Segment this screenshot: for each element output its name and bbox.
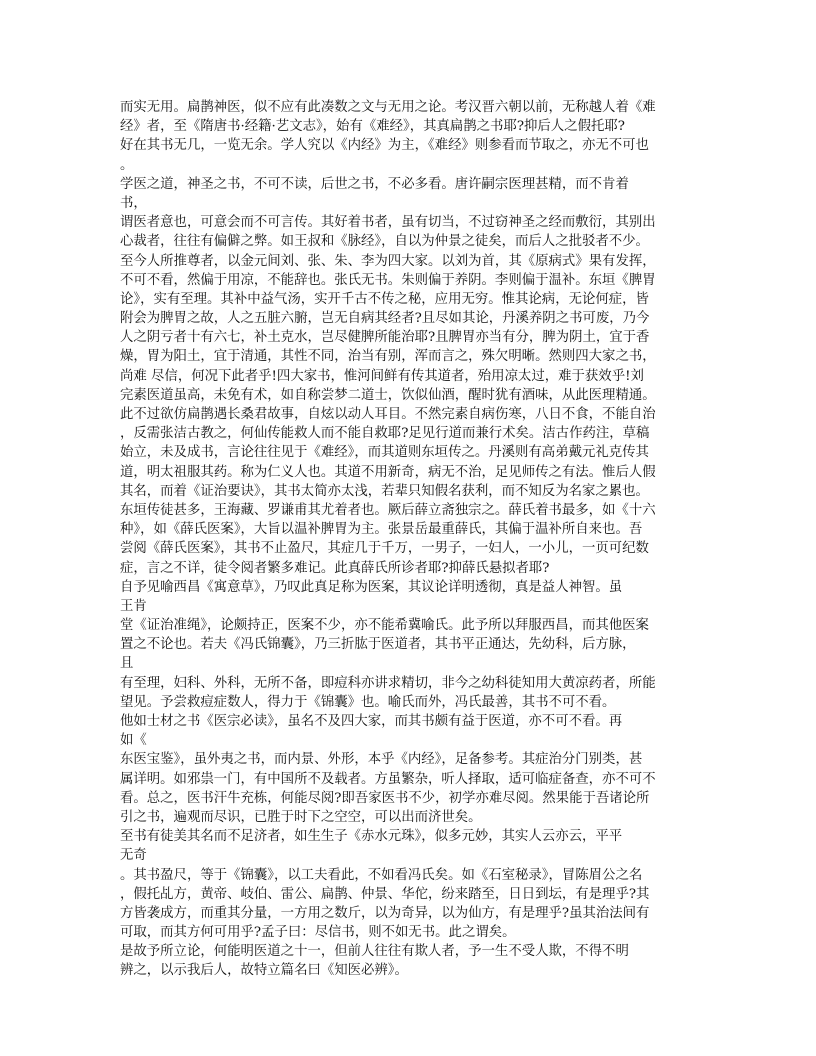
text-line: ，反需张洁古教之，何仙传能救人而不能自救耶?足见行道而兼行术矣。洁古作药注，草稿 bbox=[120, 426, 650, 442]
text-line: 望见。予尝救痘症数人，得力于《锦囊》也。喻氏而外，冯氏最善，其书不可不看。 bbox=[120, 694, 616, 710]
text-line: 尚难 尽信，何况下此者乎!四大家书，惟河间鲜有传其道者，殆用凉太过，难于获效乎!刘 bbox=[120, 368, 644, 384]
text-line: 有至理，妇科、外科，无所不备，即痘科亦讲求精切，非今之幼科徒知用大黄凉药者，所能 bbox=[120, 675, 656, 691]
text-line: 尝阅《薛氏医案》，其书不止盈尺，其症几于千万，一男子，一妇人，一小儿，一页可纪数 bbox=[120, 541, 649, 557]
text-line: 属详明。如邪祟一门，有中国所不及载者。方虽繁杂，听人择取，适可临症备查，亦不可不 bbox=[120, 771, 656, 787]
text-line: 。 bbox=[120, 157, 134, 173]
text-line: 经》者，至《隋唐书·经籍·艺文志》，始有《难经》，其真扁鹊之书耶?抑后人之假托耶? bbox=[120, 119, 625, 135]
text-line: 自予见喻西昌《寓意草》，乃叹此真足称为医案，其议论详明透彻，真是益人神智。虽 bbox=[120, 579, 623, 595]
text-line: 东医宝鉴》，虽外夷之书，而内景、外形，本乎《内经》，足备参考。其症治分门别类，甚 bbox=[120, 752, 643, 768]
text-line: 至书有徒美其名而不足济者，如生生子《赤水元珠》，似多元妙，其实人云亦云，平平 bbox=[120, 829, 623, 845]
text-line: 看。总之，医书汗牛充栋，何能尽阅?即吾家医书不少，初学亦难尽阅。然果能于吾诸论所 bbox=[120, 790, 650, 806]
text-line: 而实无用。扁鹊神医，似不应有此凑数之文与无用之论。考汉晋六朝以前，无称越人着《难 bbox=[120, 100, 656, 115]
text-line: 症，言之不详，徒令阅者繁多难记。此真薛氏所诊者耶?抑薛氏悬拟者耶? bbox=[120, 560, 550, 576]
text-line: 种》，如《薛氏医案》，大旨以温补脾胃为主。张景岳最重薛氏，其偏于温补所自来也。吾 bbox=[120, 522, 643, 538]
text-line: 王肯 bbox=[120, 598, 147, 614]
text-line: 谓医者意也，可意会而不可言传。其好着书者，虽有切当，不过窃神圣之经而敷衍，其别出 bbox=[120, 215, 656, 231]
text-line: 方皆袭成方，而重其分量，一方用之数斤，以为奇异，以为仙方，有是理乎?虽其治法间有 bbox=[120, 905, 650, 921]
text-line: 不可不看，然偏于用凉，不能辞也。张氏无书。朱则偏于养阴。李则偏于温补。东垣《脾胃 bbox=[120, 272, 656, 288]
text-line: 燥，胃为阳土，宜于清通，其性不同，治当有别，浑而言之，殊欠明晰。然则四大家之书， bbox=[120, 349, 656, 365]
document-body bbox=[120, 98, 702, 981]
text-line: 堂《证治准绳》，论颇持正，医案不少，亦不能希冀喻氏。此予所以拜服西昌，而其他医案 bbox=[120, 618, 649, 634]
text-line: 道，明太祖服其药。称为仁义人也。其道不用新奇，病无不治，足见师传之有法。惟后人假 bbox=[120, 464, 656, 480]
text-line: 无奇 bbox=[120, 848, 147, 864]
text-line: 如《 bbox=[120, 733, 147, 749]
text-line: 至今人所推尊者，以金元间刘、张、朱、李为四大家。以刘为首，其《原病式》果有发挥， bbox=[120, 253, 656, 269]
text-line: 置之不论也。若夫《冯氏锦囊》，乃三折肱于医道者，其书平正通达，先幼科，后方脉， bbox=[120, 637, 636, 653]
text-line: 他如士材之书《医宗必读》，虽名不及四大家，而其书颇有益于医道，亦不可不看。再 bbox=[120, 714, 623, 729]
text-line: 其名，而着《证治要诀》，其书太简亦太浅，若辈只知假名获利，而不知反为名家之累也。 bbox=[120, 483, 649, 499]
text-line: ，假托乩方，黄帝、岐伯、雷公、扁鹊、仲景、华佗，纷来踏至，日日到坛，有是理乎?其 bbox=[120, 886, 650, 902]
text-line: 且 bbox=[120, 656, 134, 672]
text-line: 完素医道虽高，未免有术，如自称尝梦二道士，饮似仙酒，醒时犹有酒味，从此医理精通。 bbox=[120, 387, 656, 403]
text-line: 心裁者，往往有偏僻之弊。如王叔和《脉经》，自以为仲景之徒矣，而后人之批驳者不少。 bbox=[120, 234, 649, 250]
text-line: 东垣传徒甚多，王海藏、罗谦甫其尤着者也。厥后薛立斋独宗之。薛氏着书最多，如《十六 bbox=[120, 502, 656, 518]
text-line: 。其书盈尺，等于《锦囊》，以工夫看此，不如看冯氏矣。如《石室秘录》，冒陈眉公之名 bbox=[120, 867, 643, 883]
text-line: 书， bbox=[120, 195, 147, 211]
text-line: 论》，实有至理。其补中益气汤，实开千古不传之秘，应用无穷。惟其论病，无论何症，皆 bbox=[120, 291, 649, 307]
text-line: 可取，而其方何可用乎?孟子曰：尽信书，则不如无书。此之谓矣。 bbox=[120, 925, 516, 941]
text-line: 始立，未及成书，言论往往见于《难经》，而其道则东垣传之。丹溪则有高弟戴元礼克传其 bbox=[120, 445, 649, 461]
text-line: 辨之，以示我后人，故特立篇名曰《知医必辨》。 bbox=[120, 963, 408, 979]
text-line: 学医之道，神圣之书，不可不读，后世之书，不必多看。唐许嗣宗医理甚精，而不肯着 bbox=[120, 176, 629, 192]
text-line: 引之书，遍观而尽识，已胜于时下之空空，可以出而济世矣。 bbox=[120, 809, 482, 825]
text-line: 好在其书无几，一览无余。学人究以《内经》为主，《难经》则参看而节取之，亦无不可也 bbox=[120, 138, 649, 154]
text-line: 人之阴亏者十有六七，补土克水，岂尽健脾所能治耶?且脾胃亦当有分，脾为阴土，宜于香 bbox=[120, 330, 650, 346]
text-line: 此不过欲仿扁鹊遇长桑君故事，自炫以动人耳目。不然完素自病伤寒，八日不食，不能自治 bbox=[120, 407, 656, 422]
text-line: 附会为脾胃之故，人之五脏六腑，岂无自病其经者?且尽如其论，丹溪养阴之书可废，乃今 bbox=[120, 311, 650, 327]
text-line: 是故予所立论，何能明医道之十一，但前人往往有欺人者，予一生不受人欺，不得不明 bbox=[120, 944, 629, 960]
